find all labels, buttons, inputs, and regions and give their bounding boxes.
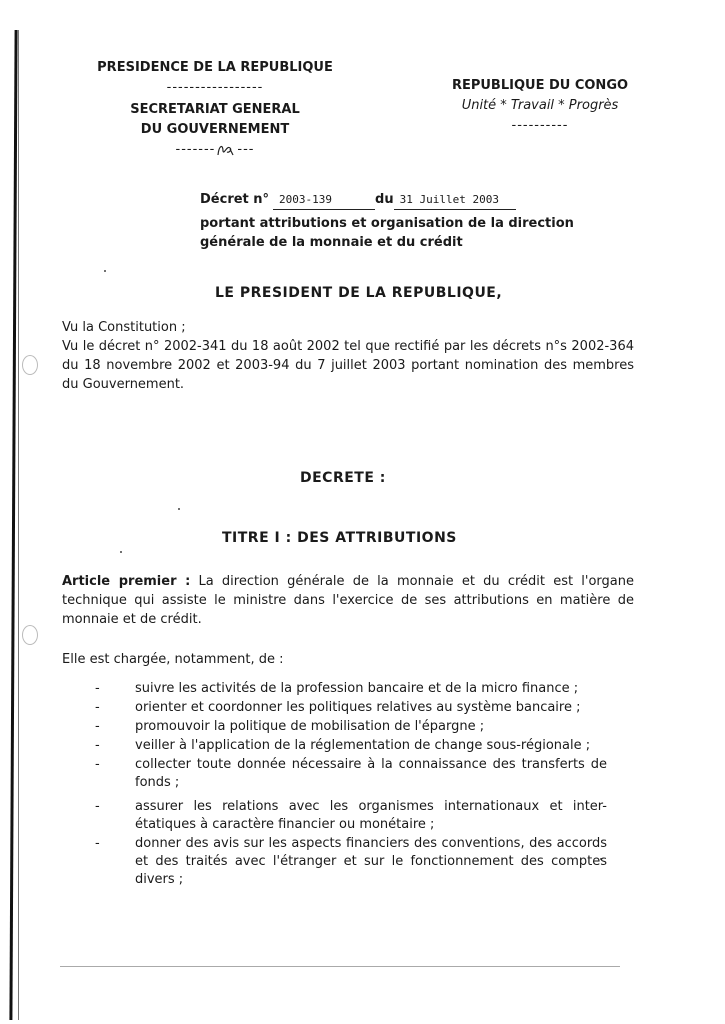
president-heading: LE PRESIDENT DE LA REPUBLIQUE, [215, 285, 503, 301]
list-item [95, 680, 607, 698]
handwritten-initials [215, 143, 237, 157]
list-item-text: orienter et coordonner les politiques relatives au système bancaire ; [135, 700, 581, 715]
decree-du: du [375, 192, 394, 207]
list-item [95, 718, 607, 736]
punch-hole-mark [22, 625, 38, 645]
decree-subject-2: générale de la monnaie et du crédit [200, 235, 463, 250]
list-dash: - [95, 757, 100, 772]
list-item-text: collecter toute donnée nécessaire à la connaissance des transferts de fonds ; [135, 757, 607, 790]
list-item-text: veiller à l'application de la réglementation de change sous-régionale ; [135, 738, 591, 753]
article-paragraph [62, 572, 634, 629]
list-item-text: donner des avis sur les aspects financiers des conventions, des accords et des traités avec l'étranger et sur le fonctionnement des comptes divers ; [135, 836, 607, 887]
list-item-text: assurer les relations avec les organismes internationaux et inter-étatiques à caractère financier ou monétaire ; [135, 799, 607, 832]
header-right [440, 76, 640, 136]
separator-right: --- [237, 142, 255, 157]
visa-paragraph [62, 318, 634, 394]
scan-speck [178, 508, 180, 510]
header-secretariat: SECRETARIAT GENERAL [130, 102, 300, 117]
list-dash: - [95, 719, 100, 734]
footer-rule [60, 966, 620, 967]
punch-hole-mark [22, 355, 38, 375]
article-label: Article premier : [62, 574, 191, 589]
decree-number-line [200, 190, 580, 210]
decrete-heading: DECRETE : [300, 470, 386, 486]
list-item [95, 835, 607, 889]
decree-date: 31 Juillet 2003 [394, 190, 516, 210]
decree-label: Décret n° [200, 192, 270, 207]
list-item [95, 756, 607, 792]
titre-heading: TITRE I : DES ATTRIBUTIONS [222, 530, 457, 546]
header-republique: REPUBLIQUE DU CONGO [451, 78, 629, 93]
visa-constitution: Vu la Constitution ; [62, 320, 186, 335]
header-presidence: PRESIDENCE DE LA REPUBLIQUE [97, 60, 333, 75]
binding-edge-shadow [18, 30, 19, 1020]
list-dash: - [95, 738, 100, 753]
header-left [95, 58, 335, 160]
scan-speck [104, 270, 106, 272]
list-item [95, 798, 607, 834]
decree-number: 2003-139 [273, 190, 375, 210]
list-item [95, 737, 607, 755]
header-separator: ----------------- [166, 80, 264, 95]
list-item-text: promouvoir la politique de mobilisation de l'épargne ; [135, 719, 485, 734]
list-item [95, 699, 607, 717]
list-item-text: suivre les activités de la profession bancaire et de la micro finance ; [135, 681, 579, 696]
charged-line: Elle est chargée, notamment, de : [62, 652, 284, 667]
attributions-list [95, 680, 607, 890]
list-dash: - [95, 799, 100, 814]
header-right-separator: ---------- [511, 118, 569, 133]
separator-left: ------- [175, 142, 216, 157]
list-dash: - [95, 700, 100, 715]
visa-decret: Vu le décret n° 2002-341 du 18 août 2002 tel que rectifié par les décrets n°s 2002-364 du 18 novembre 2002 et 2003-94 du 7 juillet 2003 portant nomination des membres du Gouvernement. [62, 339, 634, 392]
list-dash: - [95, 836, 100, 851]
header-motto: Unité * Travail * Progrès [461, 98, 619, 113]
decree-subject-1: portant attributions et organisation de la direction [200, 216, 574, 231]
binding-edge [9, 30, 17, 1020]
list-dash: - [95, 681, 100, 696]
article-text: La direction générale de la monnaie et du crédit est l'organe technique qui assiste le ministre dans l'exercice de ses attributions en matière de monnaie et de crédit. [62, 574, 635, 627]
decree-title [200, 190, 580, 252]
scan-speck [120, 551, 122, 553]
header-separator-initials [95, 140, 335, 160]
header-gouvernement: DU GOUVERNEMENT [140, 122, 290, 137]
